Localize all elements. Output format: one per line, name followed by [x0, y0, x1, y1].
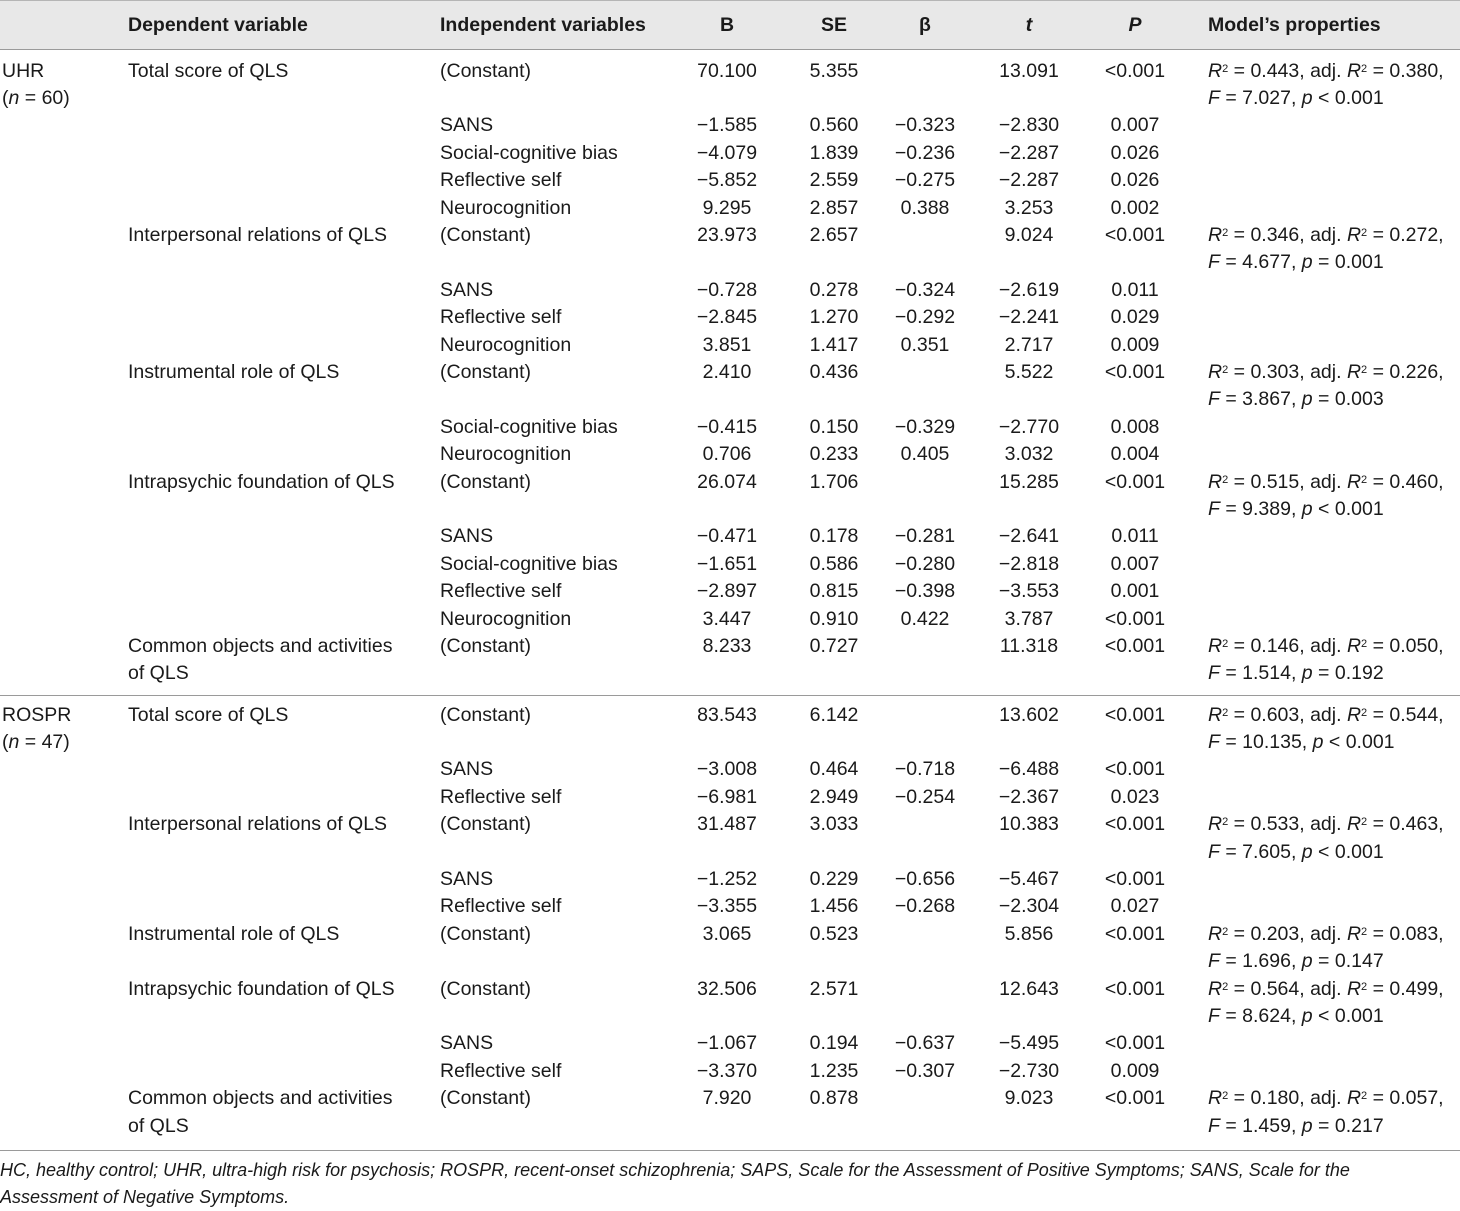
cell-se: 0.150: [809, 415, 859, 438]
cell-beta: 0.388: [900, 196, 950, 219]
cell-t: −2.287: [998, 141, 1060, 164]
cell-p: 0.026: [1110, 141, 1160, 164]
cell-se: 0.523: [809, 922, 859, 945]
cell-b: 70.100: [697, 59, 757, 82]
independent-variable: Reflective self: [440, 306, 562, 329]
cell-se: 2.571: [809, 977, 859, 1000]
header-t: t: [1025, 14, 1033, 36]
cell-b: −4.079: [696, 141, 758, 164]
cell-se: 2.559: [809, 169, 859, 192]
cell-p: <0.001: [1104, 1032, 1166, 1055]
model-properties-r2: $R^2 = 0.146$, adj. $R^2 = 0.050$,: [1208, 634, 1444, 657]
independent-variable: SANS: [440, 1032, 494, 1055]
independent-variable: (Constant): [440, 360, 532, 383]
cell-t: −3.553: [998, 580, 1060, 603]
cell-p: <0.001: [1104, 470, 1166, 493]
cell-t: 12.643: [999, 977, 1059, 1000]
model-properties-r2: $R^2 = 0.564$, adj. $R^2 = 0.499$,: [1208, 977, 1444, 1000]
cell-b: −2.845: [696, 306, 758, 329]
cell-t: 9.023: [1004, 1087, 1054, 1110]
cell-se: 6.142: [809, 703, 859, 726]
cell-se: 0.464: [809, 758, 859, 781]
cell-p: 0.029: [1110, 306, 1160, 329]
cell-beta: −0.275: [894, 169, 956, 192]
cell-se: 0.194: [809, 1032, 859, 1055]
cell-t: −5.495: [998, 1032, 1060, 1055]
independent-variable: (Constant): [440, 223, 532, 246]
dependent-variable: Common objects and activities: [128, 634, 393, 657]
independent-variable: (Constant): [440, 813, 532, 836]
cell-p: <0.001: [1104, 922, 1166, 945]
header-dependent: Dependent variable: [128, 14, 308, 36]
cell-beta: −0.254: [894, 785, 956, 808]
model-properties-f: F = 10.135, p < 0.001: [1208, 730, 1395, 753]
independent-variable: Reflective self: [440, 895, 562, 918]
header-b: B: [719, 14, 735, 36]
cell-b: −0.471: [696, 525, 758, 548]
bottom-rule: [0, 1150, 1460, 1151]
model-properties-f: F = 3.867, p = 0.003: [1208, 388, 1384, 411]
dependent-variable: Instrumental role of QLS: [128, 360, 340, 383]
independent-variable: Social-cognitive bias: [440, 415, 618, 438]
cell-t: −2.641: [998, 525, 1060, 548]
cell-se: 1.839: [809, 141, 859, 164]
cell-t: −6.488: [998, 758, 1060, 781]
model-properties-r2: $R^2 = 0.515$, adj. $R^2 = 0.460$,: [1208, 470, 1444, 493]
cell-b: −1.252: [696, 867, 758, 890]
model-properties-f: F = 1.459, p = 0.217: [1208, 1114, 1384, 1137]
cell-se: 0.560: [809, 114, 859, 137]
cell-t: 3.032: [1004, 443, 1054, 466]
independent-variable: Reflective self: [440, 785, 562, 808]
cell-beta: −0.323: [894, 114, 956, 137]
cell-beta: −0.656: [894, 867, 956, 890]
cell-b: 9.295: [702, 196, 752, 219]
cell-b: 7.920: [702, 1087, 752, 1110]
independent-variable: (Constant): [440, 703, 532, 726]
cell-t: −2.287: [998, 169, 1060, 192]
model-properties-f: F = 1.696, p = 0.147: [1208, 950, 1384, 973]
group-n: (n = 60): [2, 86, 70, 109]
cell-b: 32.506: [697, 977, 757, 1000]
cell-beta: 0.405: [900, 443, 950, 466]
cell-t: 11.318: [999, 634, 1059, 657]
cell-p: 0.004: [1110, 443, 1160, 466]
cell-t: 5.856: [1004, 922, 1054, 945]
cell-se: 2.949: [809, 785, 859, 808]
cell-se: 1.270: [809, 306, 859, 329]
cell-t: 3.253: [1004, 196, 1054, 219]
dependent-variable: Interpersonal relations of QLS: [128, 223, 388, 246]
cell-beta: −0.236: [894, 141, 956, 164]
cell-se: 3.033: [809, 813, 859, 836]
cell-b: 3.851: [702, 333, 752, 356]
cell-b: 0.706: [702, 443, 752, 466]
independent-variable: SANS: [440, 758, 494, 781]
cell-b: 3.065: [702, 922, 752, 945]
cell-p: <0.001: [1104, 977, 1166, 1000]
cell-se: 0.436: [809, 360, 859, 383]
group-name: ROSPR: [2, 703, 72, 726]
independent-variable: (Constant): [440, 1087, 532, 1110]
cell-beta: −0.324: [894, 278, 956, 301]
model-properties-r2: $R^2 = 0.180$, adj. $R^2 = 0.057$,: [1208, 1087, 1444, 1110]
cell-beta: −0.329: [894, 415, 956, 438]
cell-t: −2.770: [998, 415, 1060, 438]
cell-b: 31.487: [697, 813, 757, 836]
cell-t: 13.602: [999, 703, 1059, 726]
dependent-variable: Interpersonal relations of QLS: [128, 813, 388, 836]
cell-t: 10.383: [999, 813, 1059, 836]
cell-se: 0.727: [809, 634, 859, 657]
independent-variable: (Constant): [440, 977, 532, 1000]
dependent-variable: Intrapsychic foundation of QLS: [128, 977, 395, 1000]
independent-variable: Reflective self: [440, 1059, 562, 1082]
cell-t: −2.241: [998, 306, 1060, 329]
cell-t: 2.717: [1004, 333, 1054, 356]
cell-t: 9.024: [1004, 223, 1054, 246]
independent-variable: Reflective self: [440, 169, 562, 192]
cell-se: 0.586: [809, 552, 859, 575]
cell-b: 3.447: [702, 607, 752, 630]
header-model: Model’s properties: [1208, 14, 1381, 36]
cell-p: 0.023: [1110, 785, 1160, 808]
cell-t: −2.830: [998, 114, 1060, 137]
cell-b: 23.973: [697, 223, 757, 246]
cell-beta: −0.307: [894, 1059, 956, 1082]
cell-beta: −0.718: [894, 758, 956, 781]
header-independent: Independent variables: [440, 14, 646, 36]
independent-variable: Neurocognition: [440, 333, 572, 356]
cell-se: 0.878: [809, 1087, 859, 1110]
cell-p: <0.001: [1104, 634, 1166, 657]
cell-t: −2.818: [998, 552, 1060, 575]
cell-p: 0.011: [1111, 278, 1159, 301]
cell-se: 1.417: [809, 333, 859, 356]
dependent-variable: of QLS: [128, 1114, 189, 1137]
cell-p: 0.002: [1110, 196, 1160, 219]
cell-b: 26.074: [697, 470, 757, 493]
cell-se: 5.355: [809, 59, 859, 82]
cell-se: 0.229: [809, 867, 859, 890]
cell-t: −2.304: [998, 895, 1060, 918]
cell-p: <0.001: [1104, 758, 1166, 781]
cell-p: 0.026: [1110, 169, 1160, 192]
independent-variable: SANS: [440, 525, 494, 548]
dependent-variable: Instrumental role of QLS: [128, 922, 340, 945]
cell-t: 5.522: [1004, 360, 1054, 383]
cell-beta: −0.637: [894, 1032, 956, 1055]
model-properties-r2: $R^2 = 0.303$, adj. $R^2 = 0.226$,: [1208, 360, 1444, 383]
cell-se: 0.910: [809, 607, 859, 630]
model-properties-f: F = 8.624, p < 0.001: [1208, 1004, 1384, 1027]
cell-p: 0.007: [1110, 114, 1160, 137]
cell-p: <0.001: [1104, 867, 1166, 890]
cell-beta: −0.280: [894, 552, 956, 575]
header-beta: β: [919, 14, 931, 36]
cell-beta: −0.281: [894, 525, 956, 548]
cell-b: −1.651: [696, 552, 758, 575]
cell-p: 0.009: [1110, 1059, 1160, 1082]
cell-p: <0.001: [1104, 703, 1166, 726]
independent-variable: Neurocognition: [440, 607, 572, 630]
cell-se: 1.706: [809, 470, 859, 493]
model-properties-r2: $R^2 = 0.203$, adj. $R^2 = 0.083$,: [1208, 922, 1444, 945]
cell-b: −3.355: [696, 895, 758, 918]
cell-se: 0.178: [809, 525, 859, 548]
cell-b: 2.410: [702, 360, 752, 383]
header-se: SE: [820, 14, 847, 36]
model-properties-f: F = 9.389, p < 0.001: [1208, 497, 1384, 520]
independent-variable: (Constant): [440, 59, 532, 82]
cell-p: <0.001: [1104, 360, 1166, 383]
independent-variable: Neurocognition: [440, 196, 572, 219]
independent-variable: Social-cognitive bias: [440, 552, 618, 575]
cell-p: 0.001: [1110, 580, 1160, 603]
cell-p: <0.001: [1104, 813, 1166, 836]
dependent-variable: Total score of QLS: [128, 59, 289, 82]
cell-t: −2.730: [998, 1059, 1060, 1082]
cell-t: 15.285: [999, 470, 1059, 493]
independent-variable: (Constant): [440, 634, 532, 657]
cell-beta: −0.398: [894, 580, 956, 603]
cell-b: 83.543: [697, 703, 757, 726]
cell-t: −2.367: [998, 785, 1060, 808]
table-header: [0, 0, 1460, 50]
model-properties-r2: $R^2 = 0.346$, adj. $R^2 = 0.272$,: [1208, 223, 1444, 246]
cell-p: <0.001: [1104, 1087, 1166, 1110]
cell-se: 1.235: [809, 1059, 859, 1082]
table-footnote: HC, healthy control; UHR, ultra-high risk for psychosis; ROSPR, recent-onset schizophrenia; SAPS, Scale for the Assessment of Positive Symptoms; SANS, Scale for the Assessment of Negative Symptoms.: [0, 1160, 1350, 1207]
independent-variable: Neurocognition: [440, 443, 572, 466]
dependent-variable: Intrapsychic foundation of QLS: [128, 470, 395, 493]
header-p: P: [1128, 14, 1142, 36]
cell-se: 0.233: [809, 443, 859, 466]
model-properties-f: F = 7.605, p < 0.001: [1208, 840, 1384, 863]
cell-p: 0.011: [1111, 525, 1159, 548]
dependent-variable: of QLS: [128, 662, 189, 685]
cell-b: −6.981: [696, 785, 758, 808]
cell-beta: 0.351: [900, 333, 950, 356]
cell-b: 8.233: [702, 634, 752, 657]
cell-b: −1.067: [696, 1032, 758, 1055]
model-properties-f: F = 4.677, p = 0.001: [1208, 251, 1384, 274]
cell-t: −5.467: [998, 867, 1060, 890]
group-name: UHR: [2, 59, 45, 82]
cell-beta: 0.422: [900, 607, 950, 630]
model-properties-r2: $R^2 = 0.603$, adj. $R^2 = 0.544$,: [1208, 703, 1444, 726]
cell-b: −5.852: [696, 169, 758, 192]
cell-b: −1.585: [696, 114, 758, 137]
cell-p: <0.001: [1104, 607, 1166, 630]
cell-se: 0.278: [809, 278, 859, 301]
independent-variable: (Constant): [440, 470, 532, 493]
cell-p: 0.008: [1110, 415, 1160, 438]
cell-p: 0.009: [1110, 333, 1160, 356]
cell-se: 0.815: [809, 580, 859, 603]
group-divider: [0, 695, 1460, 696]
group-n: (n = 47): [2, 730, 70, 753]
independent-variable: (Constant): [440, 922, 532, 945]
dependent-variable: Total score of QLS: [128, 703, 289, 726]
cell-t: 3.787: [1004, 607, 1054, 630]
independent-variable: SANS: [440, 278, 494, 301]
independent-variable: SANS: [440, 114, 494, 137]
dependent-variable: Common objects and activities: [128, 1087, 393, 1110]
cell-se: 2.657: [809, 223, 859, 246]
model-properties-r2: $R^2 = 0.443$, adj. $R^2 = 0.380$,: [1208, 59, 1444, 82]
cell-se: 2.857: [809, 196, 859, 219]
cell-p: <0.001: [1104, 59, 1166, 82]
independent-variable: Social-cognitive bias: [440, 141, 618, 164]
cell-beta: −0.292: [894, 306, 956, 329]
cell-t: 13.091: [999, 59, 1059, 82]
cell-p: 0.007: [1110, 552, 1160, 575]
cell-se: 1.456: [809, 895, 859, 918]
cell-p: <0.001: [1104, 223, 1166, 246]
cell-b: −3.008: [696, 758, 758, 781]
cell-b: −0.728: [696, 278, 758, 301]
cell-b: −3.370: [696, 1059, 758, 1082]
cell-p: 0.027: [1110, 895, 1160, 918]
independent-variable: SANS: [440, 867, 494, 890]
model-properties-r2: $R^2 = 0.533$, adj. $R^2 = 0.463$,: [1208, 813, 1444, 836]
model-properties-f: F = 1.514, p = 0.192: [1208, 662, 1384, 685]
cell-beta: −0.268: [894, 895, 956, 918]
independent-variable: Reflective self: [440, 580, 562, 603]
cell-b: −2.897: [696, 580, 758, 603]
model-properties-f: F = 7.027, p < 0.001: [1208, 86, 1384, 109]
cell-b: −0.415: [696, 415, 758, 438]
cell-t: −2.619: [998, 278, 1060, 301]
